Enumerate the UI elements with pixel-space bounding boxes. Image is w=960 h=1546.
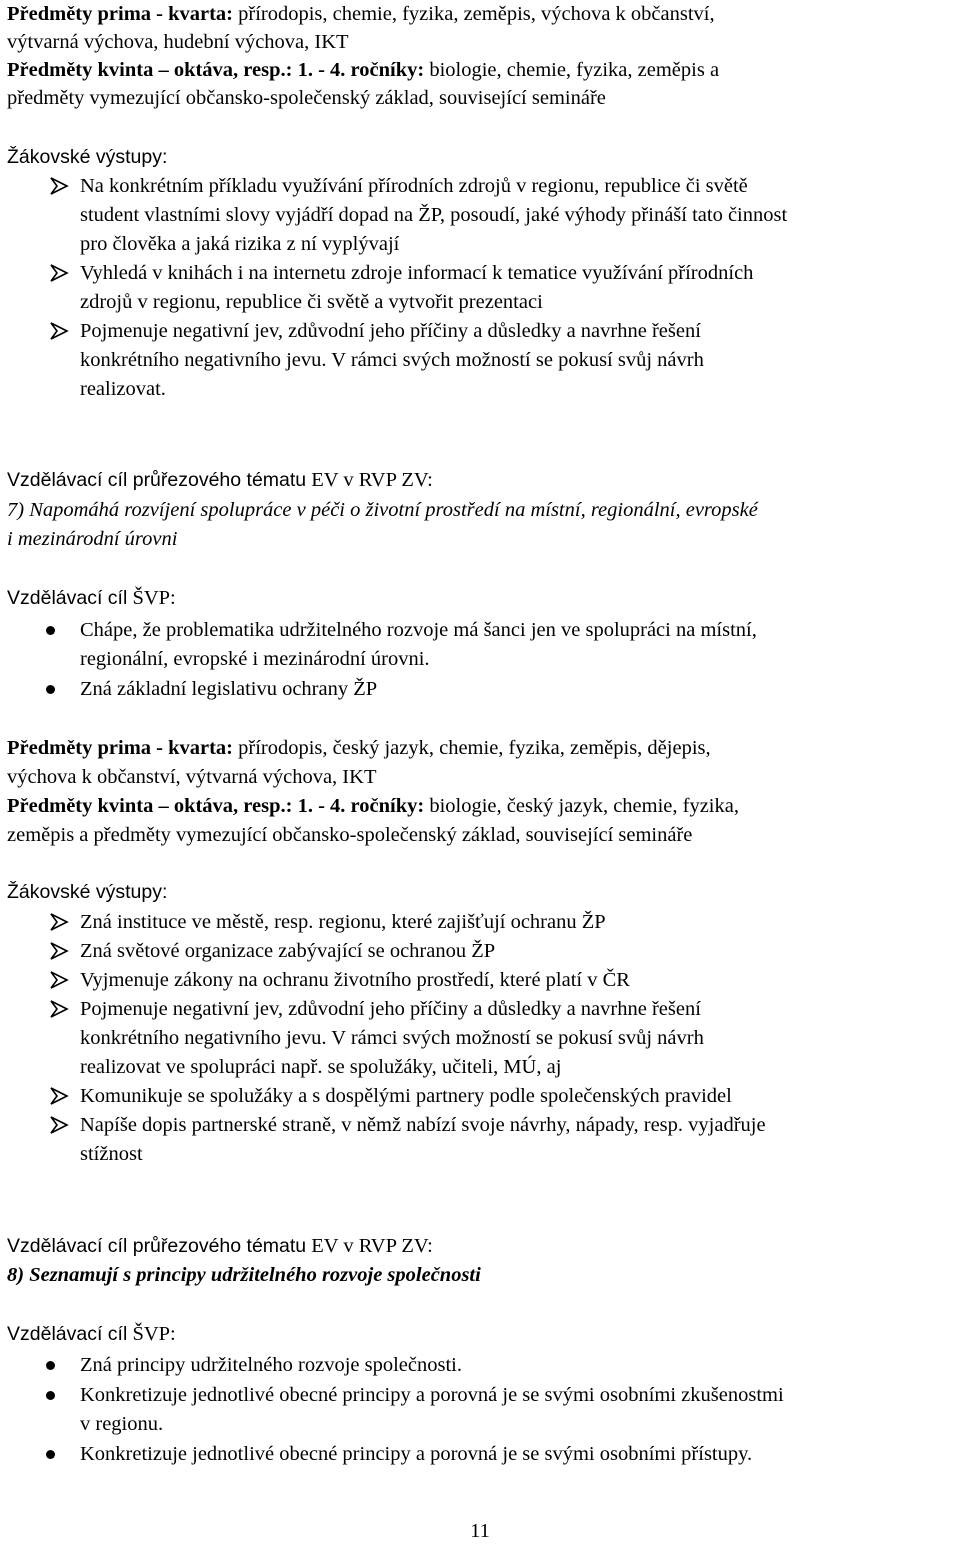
output-line: student vlastními slovy vyjádří dopad na ŽP, posoudí, jaké výhody přináší tato činnost bbox=[80, 204, 788, 226]
outputs-heading: Žákovské výstupy: bbox=[7, 881, 168, 903]
output-line: Vyhledá v knihách i na internetu zdroje informací k tematice využívání přírodních bbox=[80, 262, 754, 284]
output-line: Pojmenuje negativní jev, zdůvodní jeho příčiny a důsledky a navrhne řešení bbox=[80, 998, 701, 1020]
arrow-bullet-icon bbox=[48, 940, 70, 962]
svp-heading bbox=[7, 1320, 950, 1349]
bullet-dot-icon bbox=[46, 1450, 55, 1459]
output-line: konkrétního negativního jevu. V rámci svých možností se pokusí svůj návrh bbox=[80, 349, 704, 371]
bullet-dot-icon bbox=[46, 685, 55, 694]
output-line: zdrojů v regionu, republice či světě a vytvořit prezentaci bbox=[80, 291, 543, 313]
svp-heading-label: Vzdělávací cíl bbox=[7, 1323, 128, 1345]
goal-heading-tail: EV v RVP ZV: bbox=[306, 1235, 433, 1257]
svp-heading-tail: ŠVP: bbox=[127, 587, 176, 609]
subjects-text: biologie, chemie, fyzika, zeměpis a bbox=[424, 59, 720, 81]
output-line: Zná instituce ve městě, resp. regionu, které zajišťují ochranu ŽP bbox=[80, 911, 606, 933]
goal-heading bbox=[7, 466, 950, 495]
goal-text: 8) Seznamují s principy udržitelného rozvoje společnosti bbox=[7, 1264, 481, 1286]
arrow-bullet-icon bbox=[48, 969, 70, 991]
svp-item-line: regionální, evropské i mezinárodní úrovni. bbox=[80, 648, 430, 670]
output-line: Zná světové organizace zabývající se ochranou ŽP bbox=[80, 940, 496, 962]
subjects-kvinta-line bbox=[7, 56, 950, 85]
output-line: realizovat ve spolupráci např. se spolužáky, učiteli, MÚ, aj bbox=[80, 1056, 562, 1078]
subjects-kvinta-cont: předměty vymezující občansko-společenský základ, související semináře bbox=[7, 87, 606, 109]
svp-heading-tail: ŠVP: bbox=[127, 1323, 176, 1345]
subjects-text: přírodopis, český jazyk, chemie, fyzika, zeměpis, dějepis, bbox=[233, 737, 711, 759]
svp-item-line: v regionu. bbox=[80, 1413, 164, 1435]
svp-item-line: Konkretizuje jednotlivé obecné principy a porovná je se svými osobními zkušenostmi bbox=[80, 1384, 784, 1406]
arrow-bullet-icon bbox=[48, 1085, 70, 1107]
subjects-kvinta-cont: zeměpis a předměty vymezující občansko-společenský základ, související semináře bbox=[7, 824, 693, 846]
bullet-dot-icon bbox=[46, 1361, 55, 1370]
subjects-label: Předměty prima - kvarta: bbox=[7, 3, 234, 25]
subjects-label: Předměty prima - kvarta: bbox=[7, 737, 234, 759]
subjects-prima-line bbox=[7, 0, 950, 29]
bullet-dot-icon bbox=[46, 1391, 55, 1400]
output-line: pro člověka a jaká rizika z ní vyplývají bbox=[80, 233, 400, 255]
arrow-bullet-icon bbox=[48, 175, 70, 197]
output-line: Vyjmenuje zákony na ochranu životního prostředí, které platí v ČR bbox=[80, 969, 630, 991]
svp-item-line: Zná principy udržitelného rozvoje společnosti. bbox=[80, 1354, 462, 1376]
output-line: Pojmenuje negativní jev, zdůvodní jeho příčiny a důsledky a navrhne řešení bbox=[80, 320, 701, 342]
subjects-text: přírodopis, chemie, fyzika, zeměpis, výchova k občanství, bbox=[233, 3, 715, 25]
subjects-kvinta-line bbox=[7, 792, 950, 821]
output-line: Komunikuje se spolužáky a s dospělými partnery podle společenských pravidel bbox=[80, 1085, 732, 1107]
output-line: Napíše dopis partnerské straně, v němž nabízí svoje návrhy, nápady, resp. vyjadřuje bbox=[80, 1114, 766, 1136]
page-number: 11 bbox=[470, 1520, 490, 1542]
svp-item-line: Zná základní legislativu ochrany ŽP bbox=[80, 678, 378, 700]
svp-item-line: Konkretizuje jednotlivé obecné principy a porovná je se svými osobními přístupy. bbox=[80, 1443, 753, 1465]
output-line: Na konkrétním příkladu využívání přírodních zdrojů v regionu, republice či světě bbox=[80, 175, 748, 197]
goal-text: 7) Napomáhá rozvíjení spolupráce v péči o životní prostředí na místní, regionální, evropské bbox=[7, 499, 758, 521]
arrow-bullet-icon bbox=[48, 998, 70, 1020]
output-line: realizovat. bbox=[80, 378, 166, 400]
svp-heading bbox=[7, 584, 950, 613]
subjects-prima-cont: výtvarná výchova, hudební výchova, IKT bbox=[7, 31, 349, 53]
subjects-prima-line bbox=[7, 734, 950, 763]
output-line: stížnost bbox=[80, 1143, 143, 1165]
goal-heading-tail: EV v RVP ZV: bbox=[306, 469, 433, 491]
arrow-bullet-icon bbox=[48, 320, 70, 342]
goal-heading-label: Vzdělávací cíl průřezového tématu bbox=[7, 469, 307, 491]
bullet-dot-icon bbox=[46, 626, 55, 635]
subjects-text: biologie, český jazyk, chemie, fyzika, bbox=[424, 795, 739, 817]
arrow-bullet-icon bbox=[48, 262, 70, 284]
goal-heading-label: Vzdělávací cíl průřezového tématu bbox=[7, 1235, 307, 1257]
subjects-label: Předměty kvinta – oktáva, resp.: 1. - 4. ročníky: bbox=[7, 59, 425, 81]
arrow-bullet-icon bbox=[48, 911, 70, 933]
output-line: konkrétního negativního jevu. V rámci svých možností se pokusí svůj návrh bbox=[80, 1027, 704, 1049]
subjects-prima-cont: výchova k občanství, výtvarná výchova, IKT bbox=[7, 766, 377, 788]
svp-heading-label: Vzdělávací cíl bbox=[7, 587, 128, 609]
goal-heading bbox=[7, 1232, 950, 1261]
svp-item-line: Chápe, že problematika udržitelného rozvoje má šanci jen ve spolupráci na místní, bbox=[80, 619, 757, 641]
outputs-heading: Žákovské výstupy: bbox=[7, 146, 168, 168]
arrow-bullet-icon bbox=[48, 1114, 70, 1136]
goal-text: i mezinárodní úrovni bbox=[7, 528, 178, 550]
subjects-label: Předměty kvinta – oktáva, resp.: 1. - 4. ročníky: bbox=[7, 795, 425, 817]
